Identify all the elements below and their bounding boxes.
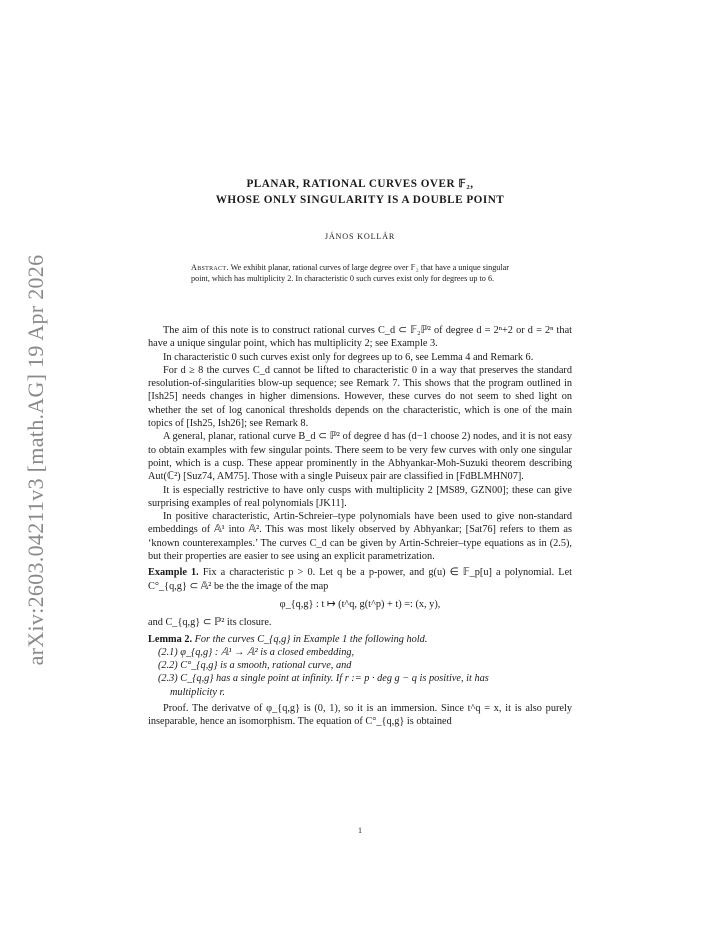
- display-equation: φ_{q,g} : t ↦ (t^q, g(t^p) + t) =: (x, y),: [279, 598, 441, 610]
- paragraph-3: For d ≥ 8 the curves C_d cannot be lifted to characteristic 0 in a way that preserves the standard resolution-of-singularities blow-up sequence; see Remark 7. This shows that the program outlined in [Ish25] needs changes in higher dimensions. However, these curves do not seem to shed light on whether the set of log canonical thresholds depends on the characteristic, which is one of the main topics of [Ish25, Ish26]; see Remark 8.: [148, 364, 572, 430]
- abstract: [191, 262, 529, 284]
- arxiv-sidebar-stamp: [16, 240, 56, 680]
- lemma-label: Lemma 2.: [148, 633, 193, 645]
- lemma-text: For the curves C_{q,g} in Example 1 the following hold.: [192, 633, 428, 645]
- proof-paragraph: Proof. The derivatve of φ_{q,g} is (0, 1), so it is an immersion. Since t^q = x, it is also purely inseparable, hence an isomorphism. The equation of C°_{q,g} is obtained: [148, 703, 572, 728]
- after-display: and C_{q,g} ⊂ ℙ² its closure.: [148, 617, 272, 629]
- abstract-label: Abstract.: [191, 263, 229, 272]
- example-1: [148, 566, 572, 593]
- example-text: Fix a characteristic p > 0. Let q be a p-power, and g(u) ∈ 𝔽_p[u] a polynomial. Let C°_{q,g} ⊂ 𝔸² be the the image of the map: [148, 567, 573, 592]
- paragraph-6: In positive characteristic, Artin-Schreier–type polynomials have been used to give non-standard embeddings of 𝔸¹ into 𝔸². This was most likely observed by Abhyankar; [Sat76] refers to them as ‘known counterexamples.’ The curves C_d can be given by Artin-Schreier–type equations as in (2.5), but their properties are easier to see using an explicit parametrization.: [148, 511, 572, 563]
- arxiv-id: arXiv:2603.04211v3 [math.AG] 19 Apr 2026: [23, 254, 48, 666]
- lemma-2: [148, 633, 572, 646]
- title-line-1: PLANAR, RATIONAL CURVES OVER 𝔽₂,: [246, 178, 474, 190]
- paper-title: [148, 176, 572, 208]
- paragraph-1: The aim of this note is to construct rational curves C_d ⊂ 𝔽₂ℙ² of degree d = 2ⁿ+2 or d = 2ⁿ that have a unique singular point, which has multiplicity 2; see Example 3.: [148, 325, 572, 350]
- body-text: [148, 324, 572, 729]
- lemma-item-3: (2.3) C_{q,g} has a single point at infinity. If r := p · deg g − q is positive, it has multiplicity r.: [158, 673, 489, 698]
- paragraph-4: A general, planar, rational curve B_d ⊂ ℙ² of degree d has (d−1 choose 2) nodes, and it is not easy to obtain examples with few singular points. There seem to be very few curves with only one singular point, which is a cusp. These appear prominently in the Abhyankar-Moh-Suzuki theorem describing Aut(ℂ²) [Suz74, AM75]. Those with a single Puiseux pair are classified in [FdBLMHN07].: [148, 431, 572, 483]
- title-line-2: WHOSE ONLY SINGULARITY IS A DOUBLE POINT: [215, 194, 505, 206]
- lemma-item-1: (2.1) φ_{q,g} : 𝔸¹ → 𝔸² is a closed embedding,: [158, 646, 355, 658]
- page-number: 1: [358, 826, 362, 835]
- paragraph-5: It is especially restrictive to have only cusps with multiplicity 2 [MS89, GZN00]; these can give surprising examples of real polynomials [JK11].: [148, 484, 572, 509]
- lemma-item-2: (2.2) C°_{q,g} is a smooth, rational curve, and: [158, 660, 352, 672]
- example-label: Example 1.: [148, 567, 199, 579]
- author: JÁNOS KOLLÁR: [324, 232, 396, 241]
- paragraph-2: In characteristic 0 such curves exist only for degrees up to 6, see Lemma 4 and Remark 6.: [163, 351, 534, 363]
- abstract-text: We exhibit planar, rational curves of large degree over 𝔽₂ that have a unique singular point, which has multiplicity 2. In characteristic 0 such curves exist only for degrees up to 6.: [191, 263, 510, 283]
